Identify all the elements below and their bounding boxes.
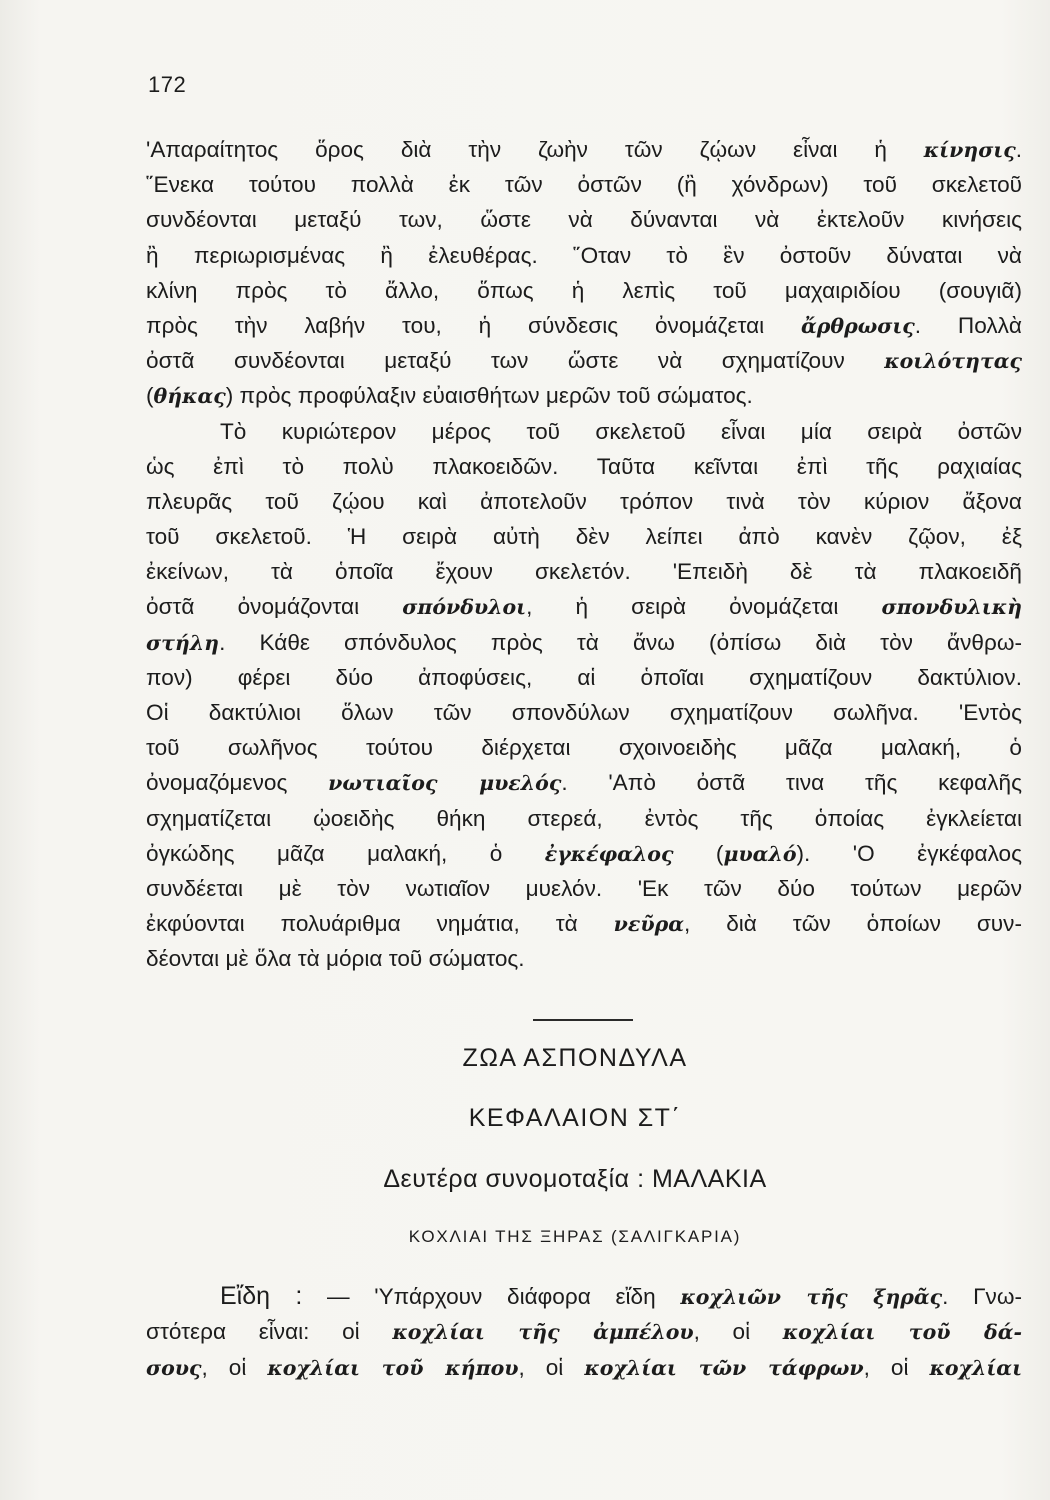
text-run: ). 'Ο ἐγκέφαλος [796, 840, 1022, 866]
text-line [146, 906, 1022, 941]
text-line: Οἱ δακτύλιοι ὅλων τῶν σπονδύλων σχηματίζουν σωλῆνα. 'Εντὸς [146, 700, 1022, 725]
emphasized-term: νωτιαῖος μυελός [328, 771, 562, 796]
text-run: , οἱ [693, 1319, 783, 1344]
subject-heading: ΚΟΧΛΙΑΙ ΤΗΣ ΞΗΡΑΣ (ΣΑΛΙΓΚΑΡΙΑ) [408, 1227, 742, 1246]
emphasized-term: νεῦρα [613, 912, 684, 937]
text-run: , οἱ [201, 1355, 268, 1380]
text-line: τοῦ σωλῆνος τούτου διέρχεται σχοινοειδὴς μᾶζα μαλακή, ὁ [146, 735, 1022, 761]
emphasized-term: σους [146, 1356, 202, 1380]
text-line [146, 625, 1022, 660]
emphasized-term: κοχλίαι τοῦ κήπου [267, 1356, 519, 1380]
text-line: πον) φέρει δύο ἀποφύσεις, αἱ ὁποῖαι σχηματίζουν δακτύλιον. [146, 664, 1022, 690]
emphasized-term: κίνησις [923, 138, 1016, 162]
text-run: . [1015, 137, 1022, 162]
text-line [146, 836, 1022, 871]
text-line: συνδέεται μὲ τὸν νωτιαῖον μυελόν. 'Εκ τῶν δύο τούτων μερῶν [146, 875, 1022, 901]
text-run: , οἱ [863, 1355, 930, 1380]
text-run: ( [673, 840, 724, 866]
emphasized-term: ἄρθρωσις [801, 313, 915, 338]
emphasized-term: κοχλιῶν τῆς ξηρᾶς [680, 1285, 943, 1309]
text-line: σχηματίζεται ᾠοειδὴς θήκη στερεά, ἐντὸς τῆς ὁποίας ἐγκλείεται [146, 805, 1022, 831]
group-heading: ΖΩΑ ΑΣΠΟΝΔΥΛΑ [462, 1044, 688, 1072]
emphasized-term: στήλη [146, 630, 220, 655]
text-line: ἢ περιωρισμένας ἢ ἐλευθέρας. ῞Οταν τὸ ἓν ὀστοῦν δύναται νὰ [146, 242, 1022, 268]
section-divider [533, 1019, 633, 1021]
text-line: Τὸ κυριώτερον μέρος τοῦ σκελετοῦ εἶναι μία σειρὰ ὀστῶν [220, 418, 1022, 444]
emphasized-term: σπονδυλικὴ [881, 595, 1022, 620]
chapter-heading: ΚΕΦΑΛΑΙΟΝ ΣΤ΄ [468, 1104, 682, 1132]
emphasized-term: κοιλότητας [884, 349, 1022, 374]
text-line: τοῦ σκελετοῦ. Ἡ σειρὰ αὐτὴ δὲν λείπει ἀπὸ κανὲν ζῷον, ἐξ [146, 524, 1022, 550]
text-line [146, 1314, 1022, 1350]
emphasized-term: μυαλό [723, 841, 797, 866]
text-line: ῞Ενεκα τούτου πολλὰ ἐκ τῶν ὀστῶν (ἢ χόνδρων) τοῦ σκελετοῦ [146, 172, 1022, 198]
text-run: πρὸς τὴν λαβήν του, ἡ σύνδεσις ὀνομάζεται [146, 312, 802, 338]
text-run: ) πρὸς προφύλαξιν εὐαισθήτων μερῶν τοῦ σώματος. [225, 383, 753, 409]
text-line [146, 378, 1022, 413]
phylum-heading: Δευτέρα συνομοταξία : ΜΑΛΑΚΙΑ [383, 1165, 767, 1193]
text-line [146, 343, 1022, 378]
section-text [146, 1278, 1022, 1386]
text-run: ὀστᾶ ὀνομάζονται [146, 594, 403, 620]
text-run: 'Απαραίτητος ὅρος διὰ τὴν ζωὴν τῶν ζῴων εἶναι ἡ [146, 137, 924, 162]
text-line: πλευρᾶς τοῦ ζῴου καὶ ἀποτελοῦν τρόπον τινὰ τὸν κύριον ἄξονα [146, 488, 1022, 514]
text-line [146, 765, 1022, 800]
emphasized-term: θήκας [153, 384, 226, 409]
text-run: , ἡ σειρὰ ὀνομάζεται [526, 594, 882, 620]
text-line: ὡς ἐπὶ τὸ πολὺ πλακοειδῶν. Ταῦτα κεῖνται ἐπὶ τῆς ραχιαίας [146, 453, 1022, 479]
text-run: — 'Υπάρχουν διάφορα εἴδη [302, 1284, 681, 1309]
text-line: συνδέονται μεταξύ των, ὥστε νὰ δύνανται νὰ ἐκτελοῦν κινήσεις [146, 207, 1022, 233]
text-line: δέονται μὲ ὅλα τὰ μόρια τοῦ σώματος. [146, 946, 525, 972]
text-run: . Γνω- [942, 1284, 1022, 1309]
emphasized-term: κοχλίαι τῶν τάφρων [584, 1356, 864, 1380]
text-line [146, 1278, 1022, 1314]
text-run: ὀστᾶ συνδέονται μεταξύ των ὥστε νὰ σχηματίζουν [146, 348, 885, 374]
text-run: . Κάθε σπόνδυλος πρὸς τὰ ἄνω (ὀπίσω διὰ τὸν ἄνθρω- [219, 629, 1022, 655]
emphasized-term: κοχλίαι τοῦ δά- [782, 1320, 1022, 1344]
text-run: . 'Απὸ ὀστᾶ τινα τῆς κεφαλῆς [561, 770, 1022, 796]
text-run: , οἱ [518, 1355, 585, 1380]
text-line [146, 132, 1022, 167]
text-run: ὀνομαζόμενος [146, 770, 329, 796]
text-run: , διὰ τῶν ὁποίων συν- [684, 911, 1022, 937]
page-number: 172 [148, 72, 187, 97]
text-run: στότερα εἶναι: οἱ [146, 1319, 393, 1344]
text-line [146, 308, 1022, 343]
emphasized-term: κοχλίαι τῆς ἀμπέλου [392, 1320, 694, 1344]
text-line [146, 1350, 1022, 1386]
main-text [146, 132, 1022, 977]
emphasized-term: ἐγκέφαλος [544, 841, 674, 866]
text-run: ὀγκώδης μᾶζα μαλακή, ὁ [146, 840, 545, 866]
emphasized-term: κοχλίαι [929, 1356, 1022, 1380]
text-run: ἐκφύονται πολυάριθμα νημάτια, τὰ [146, 911, 614, 937]
section-lead-in: Εἴδη : [220, 1282, 303, 1310]
emphasized-term: σπόνδυλοι [402, 595, 527, 620]
text-run: . Πολλὰ [914, 312, 1022, 338]
text-run: ( [146, 383, 154, 409]
text-line [146, 589, 1022, 624]
text-line: κλίνη πρὸς τὸ ἄλλο, ὅπως ἡ λεπὶς τοῦ μαχαιριδίου (σουγιᾶ) [146, 277, 1022, 303]
text-line: ἐκείνων, τὰ ὁποῖα ἔχουν σκελετόν. 'Επειδὴ δὲ τὰ πλακοειδῆ [146, 559, 1022, 585]
